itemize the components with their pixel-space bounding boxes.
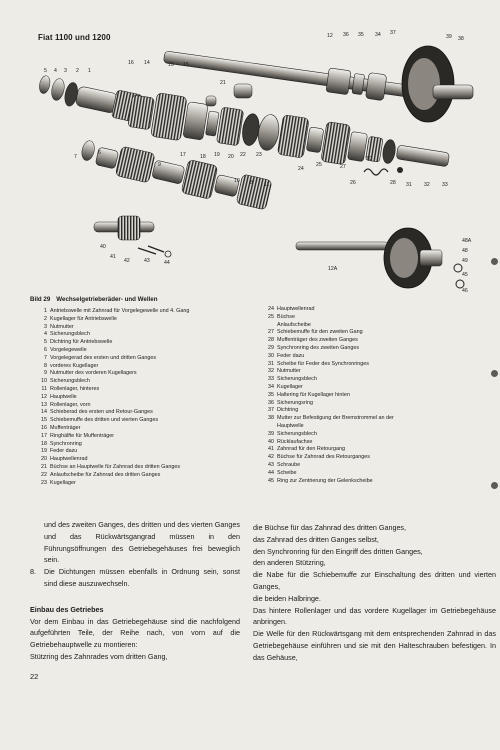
legend-item-text: Haltering für Kugellager hinten <box>277 391 350 398</box>
assembly-step: Stützring des Zahnrades vom dritten Gang, <box>30 651 168 661</box>
legend-item <box>262 478 472 486</box>
legend-item-number: 45 <box>268 477 274 484</box>
legend-item-number: 22 <box>41 471 47 478</box>
part-label: 33 <box>442 182 448 188</box>
part-label: 8 <box>250 180 253 186</box>
legend-item-number: 21 <box>41 463 47 470</box>
legend-item <box>38 339 248 347</box>
legend-item <box>38 331 248 339</box>
legend-item-number: 5 <box>44 339 47 346</box>
part-label: 20 <box>228 154 234 160</box>
part-label: 42 <box>124 258 130 264</box>
part-label: 17 <box>180 152 186 158</box>
legend-item-number: 2 <box>44 315 47 322</box>
legend-item-text: Büchse an Hauptwelle für Zahnrad des dritten Ganges <box>50 463 181 470</box>
legend-item-text: Büchse für Zahnrad des Retourganges <box>277 454 370 461</box>
output-shaft-group <box>296 228 464 288</box>
part-label: 34 <box>375 32 381 38</box>
legend-item-number: 25 <box>268 313 274 320</box>
legend-item-text: Muffenträger des zweiten Ganges <box>277 337 358 344</box>
legend-item-number: 28 <box>268 337 274 344</box>
parts-legend-right <box>262 306 472 485</box>
legend-item-number: 12 <box>41 393 47 400</box>
legend-item <box>262 337 472 345</box>
part-label: 4 <box>54 68 57 74</box>
legend-item-number: 29 <box>268 344 274 351</box>
legend-item-text: Sicherungsblech <box>50 331 90 338</box>
legend-item-number: 32 <box>268 368 274 375</box>
part-label: 43 <box>144 258 150 264</box>
legend-item-text: Schraube <box>277 461 301 468</box>
part-label: 7 <box>74 154 77 160</box>
legend-item <box>38 316 248 324</box>
legend-item-number: 11 <box>41 385 47 392</box>
body-column-left <box>30 519 240 663</box>
legend-item <box>262 462 472 470</box>
list-item-text: Die Dichtungen müssen ebenfalls in Ordnung sein, sonst sind diese auszuwechseln. <box>44 567 240 588</box>
figure-caption-number: Bild 29 <box>30 296 51 303</box>
page-number: 22 <box>30 672 39 681</box>
part-label: 45 <box>462 272 468 278</box>
legend-item <box>262 446 472 454</box>
legend-item-number: 23 <box>41 479 47 486</box>
part-label: 36 <box>343 32 349 38</box>
legend-item <box>38 402 248 410</box>
washer-part <box>206 96 216 106</box>
legend-item-number: 35 <box>268 391 274 398</box>
legend-item-number: 24 <box>268 306 274 312</box>
legend-item-number: 33 <box>268 376 274 383</box>
legend-item-number: 38 <box>268 415 274 422</box>
legend-item <box>262 454 472 462</box>
legend-item <box>38 394 248 402</box>
legend-item <box>38 347 248 355</box>
legend-item <box>38 433 248 441</box>
legend-item-text: Synchronring <box>50 440 82 447</box>
assembly-step-list <box>253 522 496 605</box>
part-label: 48A <box>462 238 472 244</box>
legend-item-number: 40 <box>268 438 274 445</box>
part-label: 48 <box>462 248 468 254</box>
legend-item-number: 44 <box>268 469 274 476</box>
part-label: 32 <box>424 182 430 188</box>
legend-item-text: Nutmutter <box>50 323 74 330</box>
legend-item <box>262 353 472 361</box>
legend-item-text: Mutter zur Befestigung der Bremstrommel an der <box>277 415 394 422</box>
legend-item <box>38 363 248 371</box>
legend-item-text: Rollenlager, hinteres <box>50 385 100 392</box>
legend-item-text: Sicherungsring <box>277 399 313 406</box>
legend-item-text: Muffenträger <box>50 424 81 431</box>
legend-item <box>262 431 472 439</box>
legend-item <box>262 361 472 369</box>
legend-item-text: Feder dazu <box>50 448 78 455</box>
legend-item <box>38 417 248 425</box>
legend-item-text: Vorgelegewelle <box>50 346 87 353</box>
body-column-right <box>253 522 496 664</box>
part-label: 30 <box>366 156 372 162</box>
legend-item-text: Anlaufscheibe für Zahnrad des dritten Ganges <box>50 471 161 478</box>
legend-item-text: Nutmutter <box>277 368 301 375</box>
part-label: 9 <box>158 162 161 168</box>
legend-item-text: vorderes Kugellager <box>50 362 99 369</box>
bushing-part <box>234 84 252 98</box>
part-label: 13 <box>168 62 174 68</box>
legend-item-text: Scheibe <box>277 469 297 476</box>
legend-item <box>38 480 248 488</box>
legend-item-number: 36 <box>268 399 274 406</box>
reverse-gear-group <box>94 216 171 257</box>
part-label: 12A <box>328 266 338 272</box>
exploded-gear-diagram <box>28 22 478 294</box>
legend-item-number: 18 <box>41 440 47 447</box>
reverse-shaft-paragraph: Die Welle für den Rückwärtsgang mit dem entsprechenden Zahnrad in das Getriebegehäuse einführen und sie mit den Halteschrauben befestigen. In das Gehäuse, <box>253 629 496 662</box>
legend-item <box>262 415 472 423</box>
legend-item-text: Hauptwelle <box>50 393 77 400</box>
part-label: 49 <box>462 258 468 264</box>
legend-item <box>262 376 472 384</box>
binder-hole <box>491 482 498 489</box>
legend-item-text: Feder dazu <box>277 352 305 359</box>
legend-item-number: 1 <box>44 308 47 314</box>
part-label: 28 <box>390 180 396 186</box>
legend-item-text: Schieberad des ersten und Retour-Ganges <box>50 409 153 416</box>
legend-item <box>262 392 472 400</box>
legend-item <box>262 384 472 392</box>
legend-item-text: Kugellager <box>50 479 76 486</box>
legend-item-text: Scheibe für Feder des Synchronringes <box>277 360 369 367</box>
legend-item <box>38 378 248 386</box>
part-label: 5 <box>44 68 47 74</box>
spring-part <box>364 169 388 175</box>
binder-hole <box>491 370 498 377</box>
legend-item-number: 15 <box>41 417 47 424</box>
layshaft-group <box>78 136 273 212</box>
part-label: 22 <box>240 152 246 158</box>
assembly-step: die Büchse für das Zahnrad des dritten Ganges, <box>253 523 407 532</box>
page-header: Fiat 1100 und 1200 <box>38 33 111 42</box>
part-label: 26 <box>350 180 356 186</box>
legend-item <box>38 441 248 449</box>
legend-item <box>262 306 472 314</box>
legend-item-text: Sicherungsblech <box>50 378 90 385</box>
legend-item-number: 41 <box>268 446 274 453</box>
legend-item-number: 37 <box>268 407 274 414</box>
legend-item-text: Zahnrad für den Retourgang <box>277 446 346 453</box>
part-label: 2 <box>76 68 79 74</box>
part-label: 25 <box>316 162 322 168</box>
legend-item-number: 7 <box>44 354 47 361</box>
legend-item <box>262 368 472 376</box>
part-label: 10 <box>234 178 240 184</box>
legend-item-number: 34 <box>268 383 274 390</box>
part-label: 27 <box>340 164 346 170</box>
legend-item <box>262 400 472 408</box>
figure-caption-title: Wechselgetrieberäder- und Wellen <box>56 296 158 303</box>
legend-item <box>262 329 472 337</box>
legend-item-text: Antriebswelle mit Zahnrad für Vorgelegewelle und 4. Gang <box>50 308 190 314</box>
legend-item-number: 43 <box>268 461 274 468</box>
legend-item <box>38 355 248 363</box>
list-item-8 <box>30 566 240 590</box>
legend-item-text: Ringhälfte für Muffenträger <box>50 432 115 439</box>
legend-item-number: 13 <box>41 401 47 408</box>
legend-item-number: 4 <box>44 331 47 338</box>
parts-legend-left <box>38 308 248 487</box>
legend-item-text: Hauptwellenrad <box>277 306 315 312</box>
legend-item-number: 30 <box>268 352 274 359</box>
legend-item-text: Kugellager für Antriebswelle <box>50 315 117 322</box>
part-label: 21 <box>220 80 226 86</box>
continuation-paragraph: und des zweiten Ganges, des dritten und des vierten Ganges und das Rückwärtsgangrad müssen in den Führungsöffnungen des Getriebegehäuses frei beweglich sein. <box>44 520 240 565</box>
part-label: 41 <box>110 254 116 260</box>
legend-item-text: Rücklaufachse <box>277 438 313 445</box>
legend-item-text: Ring zur Zentrierung der Gelenkscheibe <box>277 477 373 484</box>
part-label: 40 <box>100 244 106 250</box>
legend-item <box>38 464 248 472</box>
legend-item <box>262 423 472 431</box>
part-label: 15 <box>183 62 189 68</box>
part-label: 12 <box>327 33 333 39</box>
legend-item-number: 9 <box>44 370 47 377</box>
legend-item-text: Kugellager <box>277 383 303 390</box>
part-label: 37 <box>390 30 396 36</box>
legend-item-text: Sicherungsblech <box>277 376 317 383</box>
legend-item <box>38 448 248 456</box>
legend-item <box>262 345 472 353</box>
legend-item-number: 31 <box>268 360 274 367</box>
legend-item-text: Schiebemuffe des dritten und vierten Ganges <box>50 417 159 424</box>
legend-item <box>38 308 248 316</box>
assembly-step: die beiden Halbringe. <box>253 593 321 603</box>
legend-item <box>38 409 248 417</box>
assembly-step: den anderen Stützring, <box>253 558 326 568</box>
legend-item <box>38 324 248 332</box>
input-shaft-group <box>36 74 143 123</box>
legend-item-text: Anlaufscheibe <box>277 321 311 328</box>
legend-item-number: 42 <box>268 454 274 461</box>
legend-item-text: Büchse <box>277 313 295 320</box>
legend-item-number: 20 <box>41 456 47 463</box>
legend-item-number: 6 <box>44 346 47 353</box>
part-label: 35 <box>358 32 364 38</box>
binder-hole <box>491 258 498 265</box>
legend-item <box>262 314 472 322</box>
legend-item <box>262 322 472 330</box>
part-label: 23 <box>256 152 262 158</box>
legend-item <box>262 407 472 415</box>
part-label: 16 <box>128 60 134 66</box>
legend-item-number: 17 <box>41 432 47 439</box>
part-label: 1 <box>88 68 91 74</box>
legend-item-text: Dichtring für Antriebswelle <box>50 339 113 346</box>
main-shaft-top <box>162 44 423 106</box>
part-label: 14 <box>144 60 150 66</box>
part-label: 3 <box>64 68 67 74</box>
part-label: 38 <box>458 36 464 42</box>
legend-item-number: 39 <box>268 430 274 437</box>
part-label: 46 <box>462 288 468 294</box>
assembly-step: den Synchronring für den Eingriff des dritten Ganges, <box>253 546 423 556</box>
legend-item-number: 19 <box>41 448 47 455</box>
legend-item <box>38 370 248 378</box>
legend-item-number: 3 <box>44 323 47 330</box>
legend-item-text: Hauptwellenrad <box>50 456 88 463</box>
legend-item-text: Synchronring des zweiten Ganges <box>277 344 360 351</box>
part-label: 31 <box>406 182 412 188</box>
section-heading: Einbau des Getriebes <box>30 604 104 614</box>
legend-item-number: 10 <box>41 378 47 385</box>
legend-item-number: 8 <box>44 362 47 369</box>
legend-item <box>38 456 248 464</box>
part-label: 39 <box>446 34 452 40</box>
assembly-step: das Zahnrad des dritten Ganges selbst, <box>253 534 379 544</box>
legend-item-text: Schiebemuffe für den zweiten Gang <box>277 329 363 336</box>
legend-item <box>262 470 472 478</box>
legend-item-text: Dichtring <box>277 407 299 414</box>
list-item-number: 8. <box>30 567 36 577</box>
legend-item-text: Vorgelegerad des ersten und dritten Ganges <box>50 354 157 361</box>
part-label: 18 <box>200 154 206 160</box>
legend-item <box>38 472 248 480</box>
legend-item-text: Sicherungsblech <box>277 430 317 437</box>
bearing-paragraph: Das hintere Rollenlager und das vordere Kugellager im Getriebegehäuse anbringen. <box>253 605 496 627</box>
legend-item-number: 27 <box>268 329 274 336</box>
part-label: 11 <box>264 182 270 188</box>
legend-item <box>38 386 248 394</box>
intro-paragraph: Vor dem Einbau in das Getriebegehäuse sind die nachfolgend aufgeführten Teile, der Reihe nach, von vorn auf die Getriebehauptwelle zu montieren: <box>30 616 240 650</box>
part-label: 44 <box>164 260 170 266</box>
brake-drum-top <box>402 46 473 122</box>
legend-item-text: Nutmutter des vorderen Kugellagers <box>50 370 137 377</box>
legend-item-text: Rollenlager, vorn <box>50 401 91 408</box>
part-label: 19 <box>214 152 220 158</box>
assembly-step: die Nabe für die Schiebemuffe zur Einschaltung des dritten und vierten Ganges, <box>253 570 496 591</box>
part-label: 24 <box>298 166 304 172</box>
legend-item <box>38 425 248 433</box>
legend-item-number: 14 <box>41 409 47 416</box>
legend-item-text: Hauptwelle <box>277 422 304 429</box>
legend-item-number: 16 <box>41 424 47 431</box>
ball-part <box>397 167 403 173</box>
legend-item <box>262 439 472 447</box>
part-label: 6 <box>98 150 101 156</box>
figure-caption <box>30 296 158 303</box>
